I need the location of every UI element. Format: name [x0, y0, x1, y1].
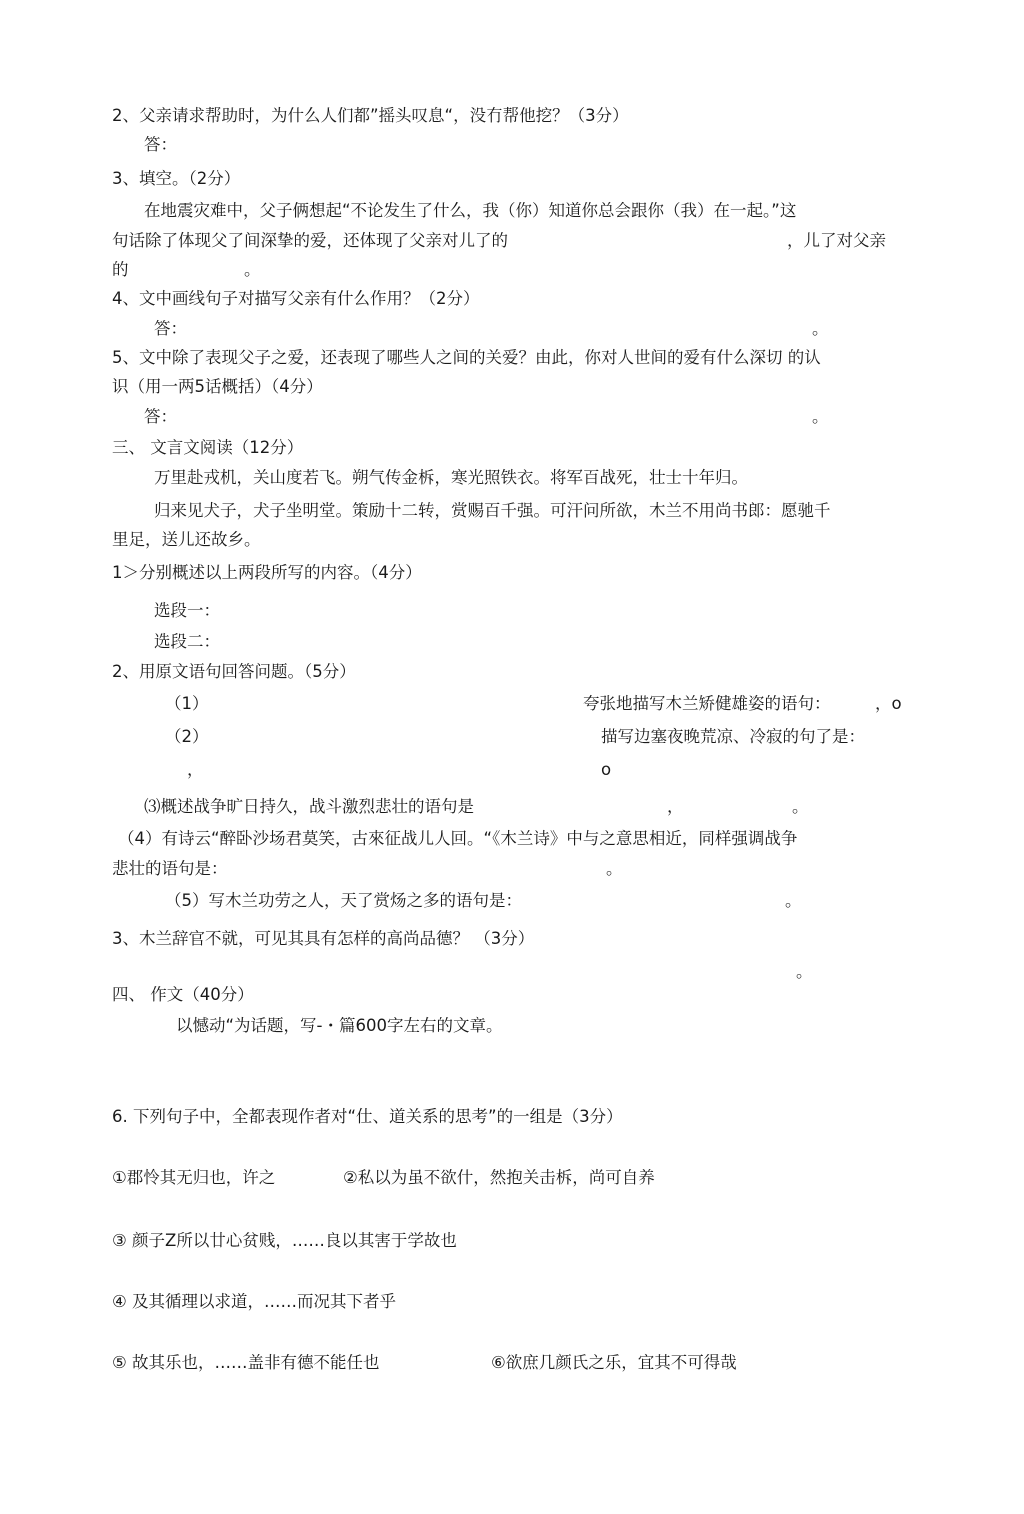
poem-paragraph-2-line-1: 归来见犬子，犬子坐明堂。策励十二转，赏赐百千强。可汗问所欲，木兰不用尚书郎：愿驰千 [154, 501, 831, 520]
sub-question-1-end: ，o [875, 694, 902, 713]
answer-label-q4: 答： [154, 319, 187, 338]
option-6: ⑥欲庶几颜氏之乐，宜其不可得哉 [491, 1353, 737, 1372]
option-2: ②私以为虽不欲什，然抱关击柝，尚可自养 [343, 1168, 655, 1187]
sub-question-2-end: o [601, 760, 612, 779]
poem-paragraph-1: 万里赴戎机，关山度若飞。朔气传金柝，寒光照铁衣。将军百战死，壮士十年归。 [154, 468, 748, 487]
question-3-text-line-2a: 句话除了体现父了间深挚的爱，还体现了父亲对儿了的 [112, 231, 508, 250]
excerpt-2-label: 选段二： [154, 632, 220, 651]
sub-question-2-text: 描写边塞夜晚荒凉、冷寂的句了是： [601, 727, 865, 746]
question-6: 6. 下列句子中，全都表现作者对“仕、道关系的思考”的一组是（3分） [112, 1107, 623, 1126]
question-2: 2、父亲请求帮助时，为什么人们都”摇头叹息“，没冇帮他挖？（3分） [112, 106, 629, 125]
poem-paragraph-2-line-2: 里足，送儿还故乡。 [112, 530, 261, 549]
sub-question-5: （5）写木兰功劳之人，天了赏炀之多的语句是： [165, 891, 522, 910]
classical-question-3: 3、木兰辞官不就，可见其具有怎样的高尚品德？ （3分） [112, 929, 535, 948]
sub-question-4-line-1: （4）有诗云“醉卧沙场君莫笑，古來征战儿人回。“《木兰诗》中与之意思相近，同样强调战争 [118, 829, 798, 848]
sub-question-1-text: 夸张地描写木兰矫健雄姿的语句： [583, 694, 831, 713]
sub-question-4-line-2: 悲壮的语句是： [112, 859, 228, 878]
sub-question-2-number: （2） [165, 727, 209, 746]
answer-label-q5: 答： [144, 407, 177, 426]
option-4: ④ 及其循理以求道，……而况其下者乎 [112, 1292, 397, 1311]
essay-prompt: 以憾动“为话题，写-・篇600字左右的文章。 [176, 1016, 503, 1035]
question-3-text-line-2b: ，儿了对父亲 [787, 231, 886, 250]
sub-question-5-period: 。 [785, 891, 802, 910]
sub-question-3-period: 。 [792, 797, 809, 816]
classical-question-2: 2、用原文语句回答问题。（5分） [112, 662, 356, 681]
question-5-line-2: 识（用一两5话概括）（4分） [112, 377, 323, 396]
option-1: ①郡怜其无归也，许之 [112, 1168, 276, 1187]
sub-question-3: ⑶概述战争旷日持久，战斗激烈悲壮的语句是 [144, 797, 474, 816]
sub-question-3-comma: ， [667, 797, 684, 816]
question-5-line-1: 5、文中除了表现父子之爱，还表现了哪些人之间的关爱？由此，你对人世间的爱有什么深切 的认 [112, 348, 821, 367]
question-4: 4、文中画线句子对描写父亲有什么作用？（2分） [112, 289, 480, 308]
classical-question-3-period: 。 [796, 962, 813, 981]
question-3-period: 。 [244, 260, 261, 279]
option-3: ③ 颜子Z所以廿心贫贱，……良以其害于学故也 [112, 1231, 457, 1250]
sub-question-4-period: 。 [606, 859, 623, 878]
classical-question-1: 1＞分别概述以上两段所写的内容。（4分） [112, 563, 422, 582]
section-3-heading: 三、 文言文阅读（12分） [112, 438, 304, 457]
answer-q4-period: 。 [812, 319, 829, 338]
excerpt-1-label: 选段一： [154, 601, 220, 620]
question-3: 3、填空。（2分） [112, 169, 241, 188]
answer-q5-period: 。 [812, 407, 829, 426]
question-3-text-line-3: 的 [112, 260, 129, 279]
answer-label-q2: 答： [144, 135, 177, 154]
section-4-heading: 四、 作文（40分） [112, 985, 254, 1004]
question-3-text-line-1: 在地震灾难中，父子俩想起“不论发生了什么，我（你）知道你总会跟你（我）在一起。”这 [144, 201, 797, 220]
sub-question-2-comma: ， [187, 760, 204, 779]
option-5: ⑤ 故其乐也，……盖非有德不能任也 [112, 1353, 380, 1372]
sub-question-1-number: （1） [165, 694, 209, 713]
